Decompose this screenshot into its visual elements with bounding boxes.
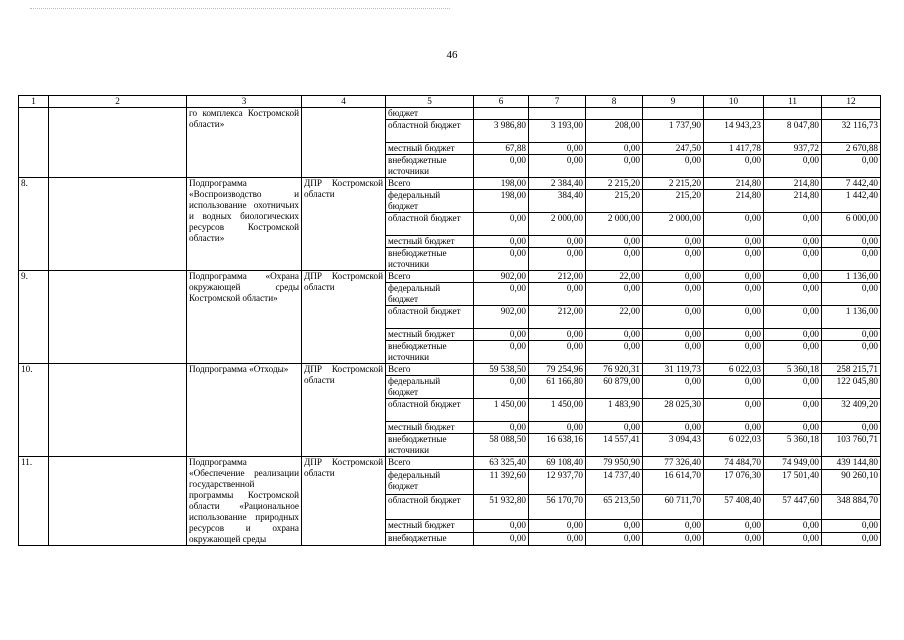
value-cell: 1 136,00	[822, 306, 881, 329]
value-cell: 32 409,20	[822, 399, 881, 422]
value-cell: 60 879,00	[586, 376, 643, 399]
value-cell: 5 360,18	[764, 434, 822, 457]
funding-source-cell: внебюджетные источники	[386, 248, 474, 271]
value-cell: 14 943,23	[704, 120, 764, 143]
value-cell: 90 260,10	[822, 470, 881, 495]
column-header: 6	[474, 96, 529, 108]
value-cell: 0,00	[529, 155, 586, 178]
executor-cell: ДПР Костромской области	[302, 178, 386, 271]
value-cell: 0,00	[822, 519, 881, 532]
value-cell	[822, 108, 881, 120]
value-cell: 0,00	[643, 271, 704, 283]
value-cell: 902,00	[474, 271, 529, 283]
value-cell: 61 166,80	[529, 376, 586, 399]
value-cell: 67,88	[474, 143, 529, 155]
row-number-cell: 11.	[19, 457, 49, 546]
value-cell: 0,00	[704, 236, 764, 248]
value-cell: 0,00	[822, 341, 881, 364]
value-cell: 247,50	[643, 143, 704, 155]
value-cell: 0,00	[704, 283, 764, 306]
table-row	[19, 364, 881, 376]
value-cell: 59 538,50	[474, 364, 529, 376]
funding-source-cell: областной бюджет	[386, 213, 474, 236]
value-cell: 3 986,80	[474, 120, 529, 143]
value-cell: 16 638,16	[529, 434, 586, 457]
value-cell: 122 045,80	[822, 376, 881, 399]
value-cell: 0,00	[529, 532, 586, 545]
value-cell	[586, 108, 643, 120]
value-cell: 57 408,40	[704, 494, 764, 519]
funding-source-cell: бюджет	[386, 108, 474, 120]
empty-cell	[49, 364, 187, 457]
table-row	[19, 108, 881, 120]
value-cell: 0,00	[764, 236, 822, 248]
value-cell: 0,00	[764, 155, 822, 178]
value-cell: 0,00	[704, 306, 764, 329]
value-cell: 0,00	[474, 532, 529, 545]
program-name-cell: го комплекса Костромской области»	[187, 108, 302, 178]
table-row	[19, 457, 881, 470]
value-cell: 198,00	[474, 190, 529, 213]
value-cell: 0,00	[764, 341, 822, 364]
value-cell: 212,00	[529, 306, 586, 329]
row-number-cell: 10.	[19, 364, 49, 457]
funding-source-cell: областной бюджет	[386, 399, 474, 422]
value-cell: 0,00	[529, 143, 586, 155]
value-cell: 1 483,90	[586, 399, 643, 422]
value-cell: 0,00	[529, 283, 586, 306]
value-cell: 1 136,00	[822, 271, 881, 283]
funding-source-cell: местный бюджет	[386, 236, 474, 248]
value-cell: 384,40	[529, 190, 586, 213]
value-cell: 2 215,20	[586, 178, 643, 190]
value-cell: 214,80	[764, 190, 822, 213]
value-cell: 0,00	[764, 306, 822, 329]
executor-cell: ДПР Костромской области	[302, 457, 386, 546]
value-cell: 2 384,40	[529, 178, 586, 190]
value-cell: 0,00	[822, 248, 881, 271]
value-cell: 65 213,50	[586, 494, 643, 519]
value-cell: 79 254,96	[529, 364, 586, 376]
funding-source-cell: областной бюджет	[386, 120, 474, 143]
value-cell: 0,00	[586, 329, 643, 341]
executor-cell: ДПР Костромской области	[302, 364, 386, 457]
value-cell: 1 737,90	[643, 120, 704, 143]
value-cell: 208,00	[586, 120, 643, 143]
funding-source-cell: областной бюджет	[386, 494, 474, 519]
value-cell: 0,00	[586, 236, 643, 248]
program-name-cell: Подпрограмма «Отходы»	[187, 364, 302, 457]
page-number: 46	[446, 49, 458, 61]
value-cell: 0,00	[643, 519, 704, 532]
funding-source-cell: федеральный бюджет	[386, 190, 474, 213]
value-cell: 1 442,40	[822, 190, 881, 213]
column-header: 9	[643, 96, 704, 108]
funding-source-cell: Всего	[386, 178, 474, 190]
value-cell: 0,00	[529, 236, 586, 248]
table-row	[19, 271, 881, 283]
program-name-cell: Подпрограмма «Воспроизводство и использование охотничьих и водных биологических ресурсов Костромской области»	[187, 178, 302, 271]
funding-source-cell: федеральный бюджет	[386, 470, 474, 495]
value-cell: 0,00	[586, 532, 643, 545]
table-row	[19, 178, 881, 190]
value-cell: 0,00	[764, 519, 822, 532]
value-cell: 5 360,18	[764, 364, 822, 376]
funding-source-cell: местный бюджет	[386, 143, 474, 155]
value-cell: 0,00	[529, 519, 586, 532]
funding-source-cell: внебюджетные источники	[386, 155, 474, 178]
value-cell: 0,00	[822, 236, 881, 248]
value-cell: 79 950,90	[586, 457, 643, 470]
value-cell: 0,00	[586, 248, 643, 271]
value-cell: 439 144,80	[822, 457, 881, 470]
scan-artifact	[30, 8, 450, 10]
empty-cell	[49, 178, 187, 271]
value-cell: 74 949,00	[764, 457, 822, 470]
header-row	[19, 96, 881, 108]
value-cell: 2 000,00	[643, 213, 704, 236]
value-cell: 0,00	[704, 399, 764, 422]
column-header: 7	[529, 96, 586, 108]
value-cell	[474, 108, 529, 120]
value-cell: 214,80	[704, 178, 764, 190]
value-cell: 3 094,43	[643, 434, 704, 457]
funding-source-cell: Всего	[386, 364, 474, 376]
program-name-cell: Подпрограмма «Охрана окружающей среды Костромской области»	[187, 271, 302, 364]
value-cell: 0,00	[529, 248, 586, 271]
empty-cell	[49, 457, 187, 546]
funding-source-cell: внебюджетные источники	[386, 434, 474, 457]
value-cell: 11 392,60	[474, 470, 529, 495]
column-header: 8	[586, 96, 643, 108]
value-cell: 0,00	[586, 143, 643, 155]
value-cell: 0,00	[586, 283, 643, 306]
value-cell	[529, 108, 586, 120]
value-cell: 0,00	[474, 236, 529, 248]
funding-source-cell: местный бюджет	[386, 422, 474, 434]
budget-table	[18, 95, 881, 546]
funding-source-cell: федеральный бюджет	[386, 376, 474, 399]
value-cell: 0,00	[586, 341, 643, 364]
value-cell: 0,00	[704, 519, 764, 532]
value-cell: 0,00	[643, 532, 704, 545]
value-cell: 0,00	[643, 329, 704, 341]
column-header: 1	[19, 96, 49, 108]
value-cell: 2 000,00	[529, 213, 586, 236]
value-cell: 58 088,50	[474, 434, 529, 457]
value-cell: 0,00	[643, 341, 704, 364]
value-cell: 0,00	[764, 329, 822, 341]
funding-source-cell: Всего	[386, 271, 474, 283]
value-cell: 0,00	[586, 519, 643, 532]
value-cell: 0,00	[474, 248, 529, 271]
value-cell: 0,00	[764, 399, 822, 422]
value-cell: 0,00	[529, 329, 586, 341]
value-cell: 2 000,00	[586, 213, 643, 236]
value-cell: 7 442,40	[822, 178, 881, 190]
value-cell: 56 170,70	[529, 494, 586, 519]
value-cell: 6 000,00	[822, 213, 881, 236]
value-cell: 17 076,30	[704, 470, 764, 495]
value-cell: 28 025,30	[643, 399, 704, 422]
value-cell: 0,00	[704, 329, 764, 341]
value-cell: 0,00	[764, 376, 822, 399]
value-cell: 0,00	[643, 376, 704, 399]
value-cell: 212,00	[529, 271, 586, 283]
value-cell: 0,00	[643, 155, 704, 178]
value-cell: 0,00	[474, 283, 529, 306]
value-cell: 6 022,03	[704, 364, 764, 376]
value-cell	[643, 108, 704, 120]
funding-source-cell: федеральный бюджет	[386, 283, 474, 306]
column-header: 4	[302, 96, 386, 108]
value-cell: 0,00	[764, 213, 822, 236]
value-cell: 0,00	[764, 248, 822, 271]
value-cell: 69 108,40	[529, 457, 586, 470]
value-cell: 0,00	[704, 155, 764, 178]
value-cell: 22,00	[586, 306, 643, 329]
value-cell: 0,00	[822, 283, 881, 306]
value-cell: 0,00	[643, 306, 704, 329]
value-cell: 0,00	[764, 422, 822, 434]
value-cell: 0,00	[643, 283, 704, 306]
value-cell: 8 047,80	[764, 120, 822, 143]
value-cell: 0,00	[764, 532, 822, 545]
value-cell: 198,00	[474, 178, 529, 190]
value-cell: 103 760,71	[822, 434, 881, 457]
value-cell: 74 484,70	[704, 457, 764, 470]
row-number-cell	[19, 108, 49, 178]
funding-source-cell: местный бюджет	[386, 329, 474, 341]
value-cell: 348 884,70	[822, 494, 881, 519]
column-header: 10	[704, 96, 764, 108]
value-cell: 0,00	[764, 283, 822, 306]
value-cell: 0,00	[586, 422, 643, 434]
value-cell: 77 326,40	[643, 457, 704, 470]
value-cell: 12 937,70	[529, 470, 586, 495]
value-cell: 14 737,40	[586, 470, 643, 495]
value-cell: 0,00	[822, 532, 881, 545]
value-cell: 3 193,00	[529, 120, 586, 143]
value-cell: 1 417,78	[704, 143, 764, 155]
value-cell: 0,00	[704, 376, 764, 399]
value-cell: 0,00	[704, 248, 764, 271]
value-cell: 214,80	[704, 190, 764, 213]
value-cell: 0,00	[704, 271, 764, 283]
value-cell: 0,00	[643, 422, 704, 434]
value-cell: 17 501,40	[764, 470, 822, 495]
value-cell: 1 450,00	[474, 399, 529, 422]
executor-cell: ДПР Костромской области	[302, 271, 386, 364]
value-cell: 937,72	[764, 143, 822, 155]
value-cell: 0,00	[704, 422, 764, 434]
value-cell: 76 920,31	[586, 364, 643, 376]
value-cell: 0,00	[474, 213, 529, 236]
value-cell: 0,00	[822, 422, 881, 434]
value-cell: 0,00	[474, 155, 529, 178]
funding-source-cell: внебюджетные источники	[386, 341, 474, 364]
value-cell: 0,00	[704, 213, 764, 236]
program-name-cell: Подпрограмма «Обеспечение реализации государственной программы Костромской области «Рациональное использование природных ресурсов и охрана окружающей среды	[187, 457, 302, 546]
funding-source-cell: областной бюджет	[386, 306, 474, 329]
value-cell: 0,00	[643, 248, 704, 271]
empty-cell	[49, 108, 187, 178]
value-cell: 32 116,73	[822, 120, 881, 143]
value-cell: 0,00	[704, 341, 764, 364]
value-cell: 0,00	[529, 422, 586, 434]
value-cell: 215,20	[643, 190, 704, 213]
column-header: 12	[822, 96, 881, 108]
funding-source-cell: внебюджетные	[386, 532, 474, 545]
value-cell: 0,00	[474, 329, 529, 341]
value-cell: 0,00	[704, 532, 764, 545]
row-number-cell: 8.	[19, 178, 49, 271]
value-cell: 0,00	[586, 155, 643, 178]
value-cell: 0,00	[764, 271, 822, 283]
value-cell: 258 215,71	[822, 364, 881, 376]
column-header: 3	[187, 96, 302, 108]
value-cell: 60 711,70	[643, 494, 704, 519]
funding-source-cell: местный бюджет	[386, 519, 474, 532]
value-cell: 31 119,73	[643, 364, 704, 376]
funding-source-cell: Всего	[386, 457, 474, 470]
value-cell: 14 557,41	[586, 434, 643, 457]
value-cell: 6 022,03	[704, 434, 764, 457]
value-cell: 0,00	[643, 236, 704, 248]
column-header: 11	[764, 96, 822, 108]
empty-cell	[49, 271, 187, 364]
value-cell: 2 670,88	[822, 143, 881, 155]
value-cell	[764, 108, 822, 120]
value-cell: 0,00	[474, 519, 529, 532]
value-cell: 51 932,80	[474, 494, 529, 519]
value-cell: 0,00	[474, 376, 529, 399]
value-cell: 0,00	[529, 341, 586, 364]
value-cell: 57 447,60	[764, 494, 822, 519]
value-cell: 22,00	[586, 271, 643, 283]
value-cell: 215,20	[586, 190, 643, 213]
value-cell: 0,00	[474, 341, 529, 364]
value-cell: 2 215,20	[643, 178, 704, 190]
value-cell: 0,00	[822, 329, 881, 341]
value-cell: 63 325,40	[474, 457, 529, 470]
column-header: 5	[386, 96, 474, 108]
column-header: 2	[49, 96, 187, 108]
value-cell: 214,80	[764, 178, 822, 190]
value-cell: 0,00	[822, 155, 881, 178]
value-cell: 902,00	[474, 306, 529, 329]
value-cell: 1 450,00	[529, 399, 586, 422]
value-cell: 16 614,70	[643, 470, 704, 495]
value-cell	[704, 108, 764, 120]
row-number-cell: 9.	[19, 271, 49, 364]
executor-cell	[302, 108, 386, 178]
value-cell: 0,00	[474, 422, 529, 434]
